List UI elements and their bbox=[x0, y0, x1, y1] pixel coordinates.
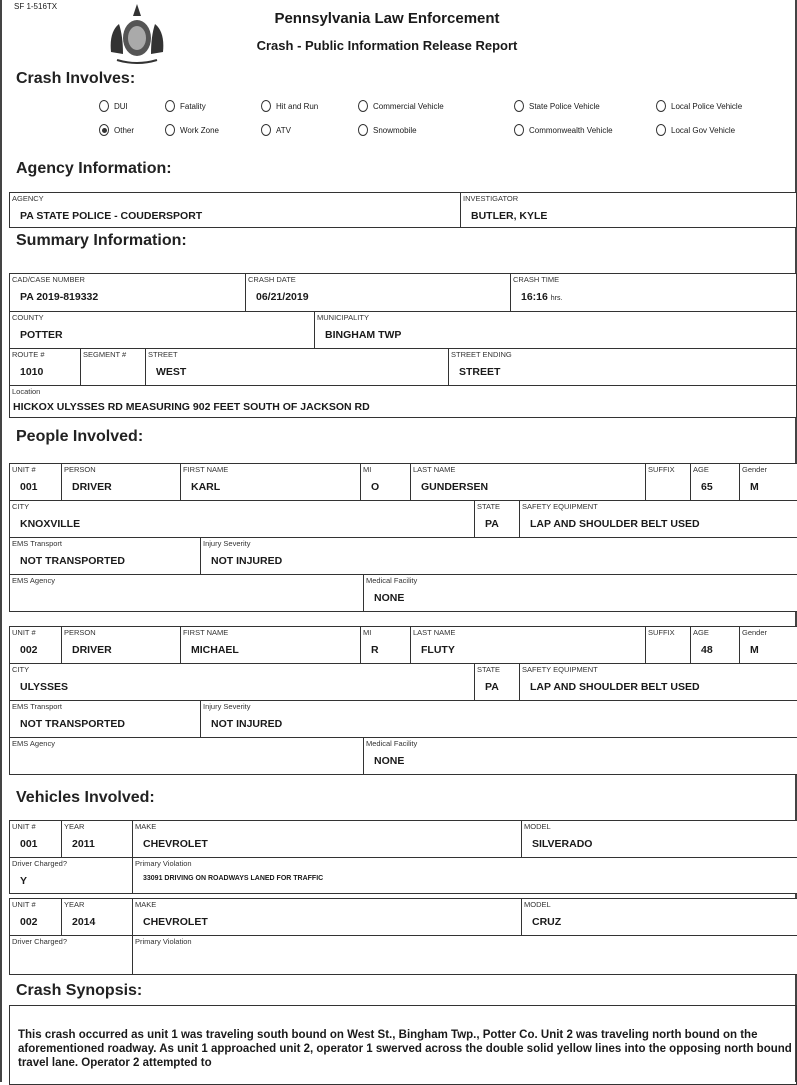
option-label: Commercial Vehicle bbox=[373, 101, 444, 111]
county-field bbox=[9, 311, 315, 349]
case-number-field bbox=[9, 273, 246, 312]
option-snowmobile[interactable] bbox=[358, 124, 417, 136]
crash-date-field bbox=[245, 273, 511, 312]
vehicle-model-field bbox=[521, 820, 797, 858]
field-label: PERSON bbox=[64, 465, 96, 474]
synopsis-box bbox=[9, 1005, 797, 1085]
field-label: STREET bbox=[148, 350, 178, 359]
field-label: MI bbox=[363, 465, 372, 474]
option-atv[interactable] bbox=[261, 124, 291, 136]
field-value: BUTLER, KYLE bbox=[471, 210, 548, 222]
field-label: CAD/CASE NUMBER bbox=[12, 275, 85, 284]
field-label: AGE bbox=[693, 465, 709, 474]
field-value: DRIVER bbox=[72, 644, 112, 656]
option-label: ATV bbox=[276, 125, 291, 135]
field-label: STATE bbox=[477, 502, 501, 511]
radio-icon bbox=[261, 124, 271, 136]
vehicle-charged-field bbox=[9, 857, 134, 894]
field-label: SAFETY EQUIPMENT bbox=[522, 502, 598, 511]
field-value: HICKOX ULYSSES RD MEASURING 902 FEET SOUTH OF JACKSON RD bbox=[13, 401, 370, 413]
field-value: WEST bbox=[156, 366, 187, 378]
person-ems-field bbox=[9, 700, 202, 738]
field-value: PA bbox=[485, 518, 499, 530]
vehicle-make-field bbox=[132, 820, 523, 858]
person-city-field bbox=[9, 500, 476, 538]
field-label: Injury Severity bbox=[203, 539, 251, 548]
person-facility-field bbox=[363, 574, 797, 612]
radio-icon bbox=[358, 100, 368, 112]
field-label: CITY bbox=[12, 665, 30, 674]
field-label: Injury Severity bbox=[203, 702, 251, 711]
field-label: STATE bbox=[477, 665, 501, 674]
option-hit-and-run[interactable] bbox=[261, 100, 318, 112]
field-value: GUNDERSEN bbox=[421, 481, 489, 493]
person-city-field bbox=[9, 663, 476, 701]
field-label: Gender bbox=[742, 628, 768, 637]
field-value: PA STATE POLICE - COUDERSPORT bbox=[20, 210, 203, 222]
field-label: SUFFIX bbox=[648, 628, 675, 637]
route-field bbox=[9, 348, 81, 386]
option-label: Local Gov Vehicle bbox=[671, 125, 736, 135]
field-value: R bbox=[371, 644, 379, 656]
option-label: Snowmobile bbox=[373, 125, 417, 135]
field-label: INVESTIGATOR bbox=[463, 194, 519, 203]
option-state-police-vehicle[interactable] bbox=[514, 100, 600, 112]
field-label: UNIT # bbox=[12, 628, 36, 637]
field-label: YEAR bbox=[64, 900, 85, 909]
segment-field bbox=[80, 348, 146, 386]
field-label: Driver Charged? bbox=[12, 859, 68, 868]
field-value: KARL bbox=[191, 481, 221, 493]
radio-icon bbox=[656, 124, 666, 136]
vehicle-violation-field bbox=[132, 935, 797, 975]
field-value: 002 bbox=[20, 916, 38, 928]
field-value: 06/21/2019 bbox=[256, 291, 309, 303]
synopsis-text: This crash occurred as unit 1 was traveling south bound on West St., Bingham Twp., Potter Co. Unit 2 was traveling north bound on the aforementioned roadway. As unit 1 approached unit 2, operator 1 swerved across the double solid yellow lines into the opposing north bound travel lane. Operator 2 attempted to bbox=[18, 1029, 792, 1069]
person-gender-field bbox=[739, 463, 797, 501]
vehicle-charged-field bbox=[9, 935, 134, 975]
vehicles-heading: Vehicles Involved: bbox=[16, 789, 155, 806]
field-value: PA 2019-819332 bbox=[20, 291, 99, 303]
time-value: 16:16 bbox=[521, 291, 548, 303]
vehicle-violation-field bbox=[132, 857, 797, 894]
field-label: SEGMENT # bbox=[83, 350, 127, 359]
field-label: MODEL bbox=[524, 822, 551, 831]
person-state-field bbox=[474, 500, 521, 538]
field-label: SAFETY EQUIPMENT bbox=[522, 665, 598, 674]
field-value: 2014 bbox=[72, 916, 96, 928]
field-value: NOT INJURED bbox=[211, 555, 283, 567]
field-value: ULYSSES bbox=[20, 681, 69, 693]
people-heading: People Involved: bbox=[16, 428, 144, 445]
person-ems-agency-field bbox=[9, 737, 365, 775]
vehicle-year-field bbox=[61, 820, 134, 858]
person-injury-field bbox=[200, 537, 797, 575]
person-last-field bbox=[410, 626, 646, 664]
field-label: MODEL bbox=[524, 900, 551, 909]
field-value: NONE bbox=[374, 592, 405, 604]
option-label: State Police Vehicle bbox=[529, 101, 600, 111]
radio-icon bbox=[261, 100, 271, 112]
field-label: CRASH DATE bbox=[248, 275, 296, 284]
field-label: STREET ENDING bbox=[451, 350, 512, 359]
radio-icon bbox=[99, 100, 109, 112]
person-mi-field bbox=[360, 463, 411, 501]
field-value: DRIVER bbox=[72, 481, 112, 493]
field-label: Medical Facility bbox=[366, 739, 418, 748]
field-value: Y bbox=[20, 875, 28, 887]
person-age-field bbox=[690, 626, 740, 664]
person-person-field bbox=[61, 626, 181, 664]
field-value: SILVERADO bbox=[532, 838, 593, 850]
option-commonwealth-vehicle[interactable] bbox=[514, 124, 613, 136]
vehicle-unit-field bbox=[9, 898, 63, 936]
radio-selected-icon bbox=[99, 124, 109, 136]
field-label: MUNICIPALITY bbox=[317, 313, 369, 322]
field-label: Primary Violation bbox=[135, 937, 192, 946]
field-value: 2011 bbox=[72, 838, 95, 850]
field-label: Primary Violation bbox=[135, 859, 192, 868]
person-age-field bbox=[690, 463, 740, 501]
radio-icon bbox=[656, 100, 666, 112]
vehicle-model-field bbox=[521, 898, 797, 936]
field-label: EMS Transport bbox=[12, 702, 63, 711]
field-label: MAKE bbox=[135, 900, 157, 909]
field-value: 65 bbox=[701, 481, 713, 493]
report-subtitle: Crash - Public Information Release Report bbox=[256, 38, 518, 53]
option-label: Commonwealth Vehicle bbox=[529, 125, 613, 135]
field-value: KNOXVILLE bbox=[20, 518, 81, 530]
radio-icon bbox=[165, 100, 175, 112]
person-last-field bbox=[410, 463, 646, 501]
agency-field bbox=[9, 192, 461, 228]
crash-time-field bbox=[510, 273, 797, 312]
option-label: Fatality bbox=[180, 101, 206, 111]
field-value bbox=[521, 291, 562, 303]
radio-icon bbox=[358, 124, 368, 136]
field-value: 002 bbox=[20, 644, 38, 656]
field-value: 001 bbox=[20, 838, 38, 850]
field-label: Location bbox=[12, 387, 41, 396]
field-value: LAP AND SHOULDER BELT USED bbox=[530, 518, 700, 530]
field-value: STREET bbox=[459, 366, 501, 378]
street-ending-field bbox=[448, 348, 797, 386]
field-value: NOT TRANSPORTED bbox=[20, 555, 125, 567]
field-label: UNIT # bbox=[12, 465, 36, 474]
field-value: CHEVROLET bbox=[143, 838, 208, 850]
field-value: 001 bbox=[20, 481, 38, 493]
location-field bbox=[9, 385, 797, 418]
option-label: Other bbox=[114, 125, 135, 135]
field-label: Medical Facility bbox=[366, 576, 418, 585]
field-value: NOT INJURED bbox=[211, 718, 283, 730]
radio-icon bbox=[165, 124, 175, 136]
radio-icon bbox=[514, 124, 524, 136]
option-commercial-vehicle[interactable] bbox=[358, 100, 444, 112]
option-other[interactable] bbox=[99, 124, 134, 136]
time-unit: hrs. bbox=[550, 295, 563, 302]
field-label: Gender bbox=[742, 465, 768, 474]
field-label: PERSON bbox=[64, 628, 96, 637]
field-label: FIRST NAME bbox=[183, 465, 229, 474]
field-label: MI bbox=[363, 628, 372, 637]
municipality-field bbox=[314, 311, 797, 349]
vehicle-make-field bbox=[132, 898, 523, 936]
person-unit-field bbox=[9, 463, 62, 501]
summary-heading: Summary Information: bbox=[16, 232, 187, 249]
field-label: SUFFIX bbox=[648, 465, 675, 474]
field-label: ROUTE # bbox=[12, 350, 45, 359]
field-value: M bbox=[750, 481, 759, 493]
field-value: O bbox=[371, 481, 380, 493]
person-unit-field bbox=[9, 626, 62, 664]
option-local-gov-vehicle[interactable] bbox=[656, 124, 735, 136]
person-safety-field bbox=[519, 663, 797, 701]
person-suffix-field bbox=[645, 626, 691, 664]
synopsis-heading: Crash Synopsis: bbox=[16, 982, 143, 999]
field-value: FLUTY bbox=[421, 644, 455, 656]
option-fatality[interactable] bbox=[165, 100, 206, 112]
field-label: CITY bbox=[12, 502, 30, 511]
person-person-field bbox=[61, 463, 181, 501]
investigator-field bbox=[460, 192, 797, 228]
person-facility-field bbox=[363, 737, 797, 775]
field-value: NOT TRANSPORTED bbox=[20, 718, 125, 730]
state-seal-icon bbox=[107, 2, 167, 64]
field-label: YEAR bbox=[64, 822, 85, 831]
field-label: LAST NAME bbox=[413, 628, 456, 637]
form-id: SF 1-516TX bbox=[14, 2, 58, 11]
person-mi-field bbox=[360, 626, 411, 664]
radio-icon bbox=[514, 100, 524, 112]
option-label: Work Zone bbox=[180, 125, 219, 135]
person-gender-field bbox=[739, 626, 797, 664]
vehicle-year-field bbox=[61, 898, 134, 936]
field-value: M bbox=[750, 644, 759, 656]
agency-heading: Agency Information: bbox=[16, 160, 172, 177]
person-ems-agency-field bbox=[9, 574, 365, 612]
field-value: 1010 bbox=[20, 366, 44, 378]
person-first-field bbox=[180, 626, 361, 664]
field-label: LAST NAME bbox=[413, 465, 456, 474]
person-safety-field bbox=[519, 500, 797, 538]
field-label: EMS Agency bbox=[12, 739, 55, 748]
person-first-field bbox=[180, 463, 361, 501]
field-value: CRUZ bbox=[532, 916, 562, 928]
street-field bbox=[145, 348, 449, 386]
person-ems-field bbox=[9, 537, 202, 575]
field-value: 48 bbox=[701, 644, 713, 656]
vehicle-unit-field bbox=[9, 820, 63, 858]
field-label: CRASH TIME bbox=[513, 275, 560, 284]
report-title: Pennsylvania Law Enforcement bbox=[274, 10, 500, 27]
option-local-police-vehicle[interactable] bbox=[656, 100, 742, 112]
field-value: MICHAEL bbox=[191, 644, 239, 656]
person-suffix-field bbox=[645, 463, 691, 501]
option-dui[interactable] bbox=[99, 100, 128, 112]
field-label: AGENCY bbox=[12, 194, 44, 203]
field-label: UNIT # bbox=[12, 822, 36, 831]
field-label: COUNTY bbox=[12, 313, 44, 322]
option-label: DUI bbox=[114, 101, 128, 111]
field-label: EMS Transport bbox=[12, 539, 63, 548]
field-value: NONE bbox=[374, 755, 405, 767]
field-value: LAP AND SHOULDER BELT USED bbox=[530, 681, 700, 693]
field-value: BINGHAM TWP bbox=[325, 329, 402, 341]
option-label: Hit and Run bbox=[276, 101, 319, 111]
field-value: PA bbox=[485, 681, 499, 693]
option-work-zone[interactable] bbox=[165, 124, 219, 136]
field-label: Driver Charged? bbox=[12, 937, 68, 946]
option-label: Local Police Vehicle bbox=[671, 101, 743, 111]
field-value: 33091 DRIVING ON ROADWAYS LANED FOR TRAFFIC bbox=[143, 875, 324, 882]
field-label: MAKE bbox=[135, 822, 157, 831]
field-label: AGE bbox=[693, 628, 709, 637]
field-label: FIRST NAME bbox=[183, 628, 229, 637]
person-injury-field bbox=[200, 700, 797, 738]
person-state-field bbox=[474, 663, 521, 701]
field-label: UNIT # bbox=[12, 900, 36, 909]
field-value: CHEVROLET bbox=[143, 916, 208, 928]
field-label: EMS Agency bbox=[12, 576, 55, 585]
field-value: POTTER bbox=[20, 329, 63, 341]
crash-involves-heading: Crash Involves: bbox=[16, 70, 136, 87]
